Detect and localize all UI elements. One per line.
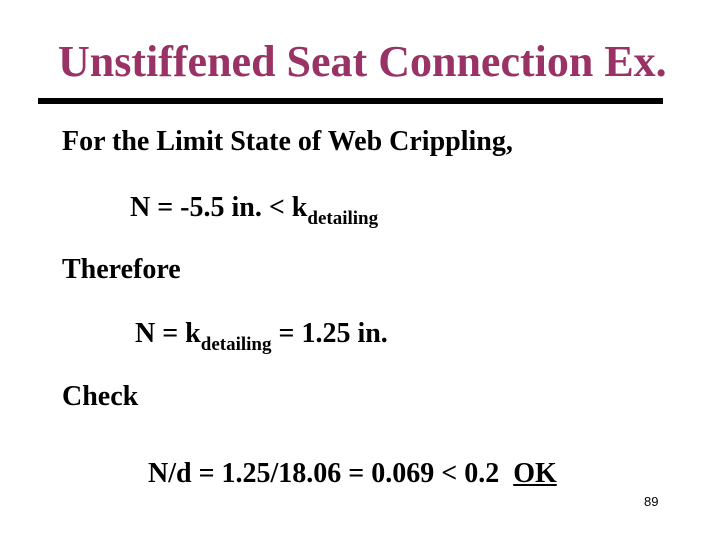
equation-1-main: N = -5.5 in. < k	[130, 192, 308, 223]
page-number: 89	[644, 494, 659, 509]
check-text: Check	[62, 381, 139, 412]
equation-2-tail: = 1.25 in.	[271, 318, 388, 349]
equation-1-subscript: detailing	[307, 208, 379, 229]
ok-label: OK	[513, 458, 557, 489]
intro-text: For the Limit State of Web Crippling,	[62, 126, 513, 157]
equation-2-main: N = k	[135, 318, 201, 349]
title-divider	[38, 98, 663, 104]
therefore-text: Therefore	[62, 254, 181, 285]
equation-3-main: N/d = 1.25/18.06 = 0.069 < 0.2	[148, 458, 514, 489]
equation-1	[130, 192, 379, 229]
slide-title: Unstiffened Seat Connection Ex.	[58, 37, 667, 86]
equation-2	[135, 318, 388, 355]
equation-3	[134, 426, 557, 490]
equation-2-subscript: detailing	[200, 334, 272, 355]
